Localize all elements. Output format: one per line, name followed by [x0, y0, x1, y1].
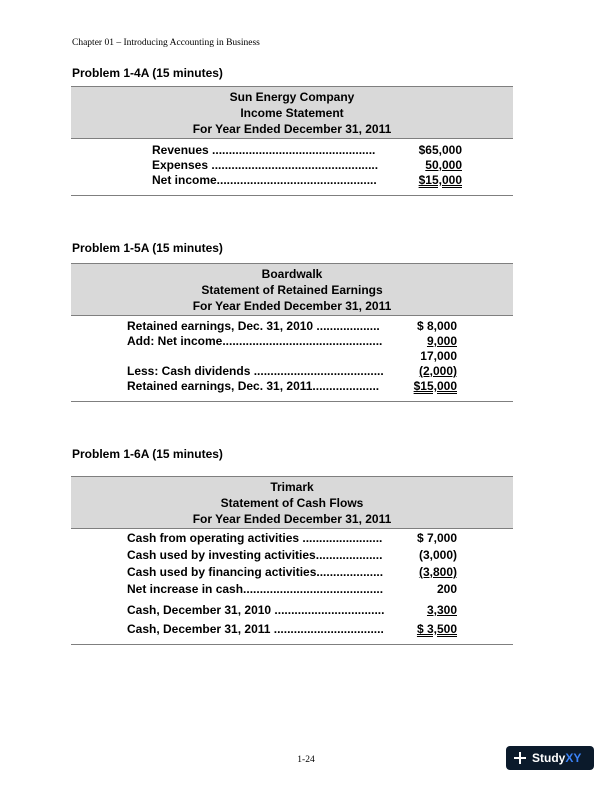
row-label: Retained earnings, Dec. 31, 2010 ................... [127, 319, 380, 333]
brand-name [532, 751, 581, 765]
statement-period: For Year Ended December 31, 2011 [192, 512, 392, 526]
problem-1-5a-title: Problem 1-5A (15 minutes) [72, 241, 223, 255]
row-label: Cash, December 31, 2011 ................................. [127, 622, 384, 636]
statement-name: Statement of Retained Earnings [201, 283, 383, 297]
statement-row [127, 349, 457, 364]
statement-row [152, 143, 462, 158]
problem-1-4a-header [71, 86, 513, 139]
company-name: Trimark [270, 480, 314, 494]
row-amount: 9,000 [426, 334, 457, 348]
row-amount: 17,000 [420, 349, 457, 363]
row-amount: $ 8,000 [416, 319, 457, 333]
row-label: Cash used by investing activities.................... [127, 548, 383, 562]
section-rule [71, 195, 513, 196]
statement-period: For Year Ended December 31, 2011 [192, 122, 392, 136]
row-amount: $15,000 [418, 173, 462, 187]
company-name: Sun Energy Company [229, 90, 355, 104]
problem-1-6a-header [71, 476, 513, 529]
statement-row [127, 531, 457, 546]
statement-row [152, 158, 462, 173]
row-amount: $65,000 [418, 143, 462, 157]
statement-name: Statement of Cash Flows [220, 496, 364, 510]
studyxy-badge[interactable] [506, 746, 594, 770]
row-label: Cash from operating activities ........................ [127, 531, 383, 545]
chapter-header: Chapter 01 – Introducing Accounting in Business [72, 38, 260, 48]
section-rule [71, 401, 513, 402]
problem-1-5a-header [71, 263, 513, 316]
plus-icon [514, 752, 526, 764]
statement-row [127, 582, 457, 597]
statement-period: For Year Ended December 31, 2011 [192, 299, 392, 313]
statement-row [127, 334, 457, 349]
problem-1-4a-title: Problem 1-4A (15 minutes) [72, 66, 223, 80]
statement-row [127, 364, 457, 379]
brand-accent: XY [565, 751, 582, 765]
page-number: 1-24 [297, 755, 315, 765]
row-amount: (3,000) [418, 548, 457, 562]
statement-name: Income Statement [240, 106, 344, 120]
section-rule [71, 644, 513, 645]
statement-row [152, 173, 462, 188]
row-amount: $ 7,000 [416, 531, 457, 545]
row-label: Revenues ................................................. [152, 143, 376, 157]
row-label: Expenses .................................................. [152, 158, 379, 172]
company-name: Boardwalk [261, 267, 323, 281]
row-amount: (3,800) [418, 565, 457, 579]
row-amount: 200 [436, 582, 457, 596]
row-label: Net income................................................ [152, 173, 377, 187]
brand-main: Study [532, 751, 566, 765]
row-label: Less: Cash dividends ....................................... [127, 364, 384, 378]
row-amount: $15,000 [413, 379, 457, 393]
row-amount: 3,300 [426, 603, 457, 617]
row-label: Retained earnings, Dec. 31, 2011.................... [127, 379, 380, 393]
statement-row [127, 548, 457, 563]
problem-1-6a-title: Problem 1-6A (15 minutes) [72, 447, 223, 461]
row-label: Add: Net income................................................ [127, 334, 383, 348]
row-amount: (2,000) [418, 364, 457, 378]
row-amount: $ 3,500 [416, 622, 457, 636]
statement-row [127, 319, 457, 334]
statement-row [127, 603, 457, 618]
statement-row [127, 379, 457, 394]
statement-row [127, 622, 457, 637]
row-label: Cash used by financing activities.................... [127, 565, 384, 579]
row-label: Cash, December 31, 2010 ................................. [127, 603, 385, 617]
statement-row [127, 565, 457, 580]
row-amount: 50,000 [425, 158, 462, 172]
row-label: Net increase in cash.......................................... [127, 582, 384, 596]
